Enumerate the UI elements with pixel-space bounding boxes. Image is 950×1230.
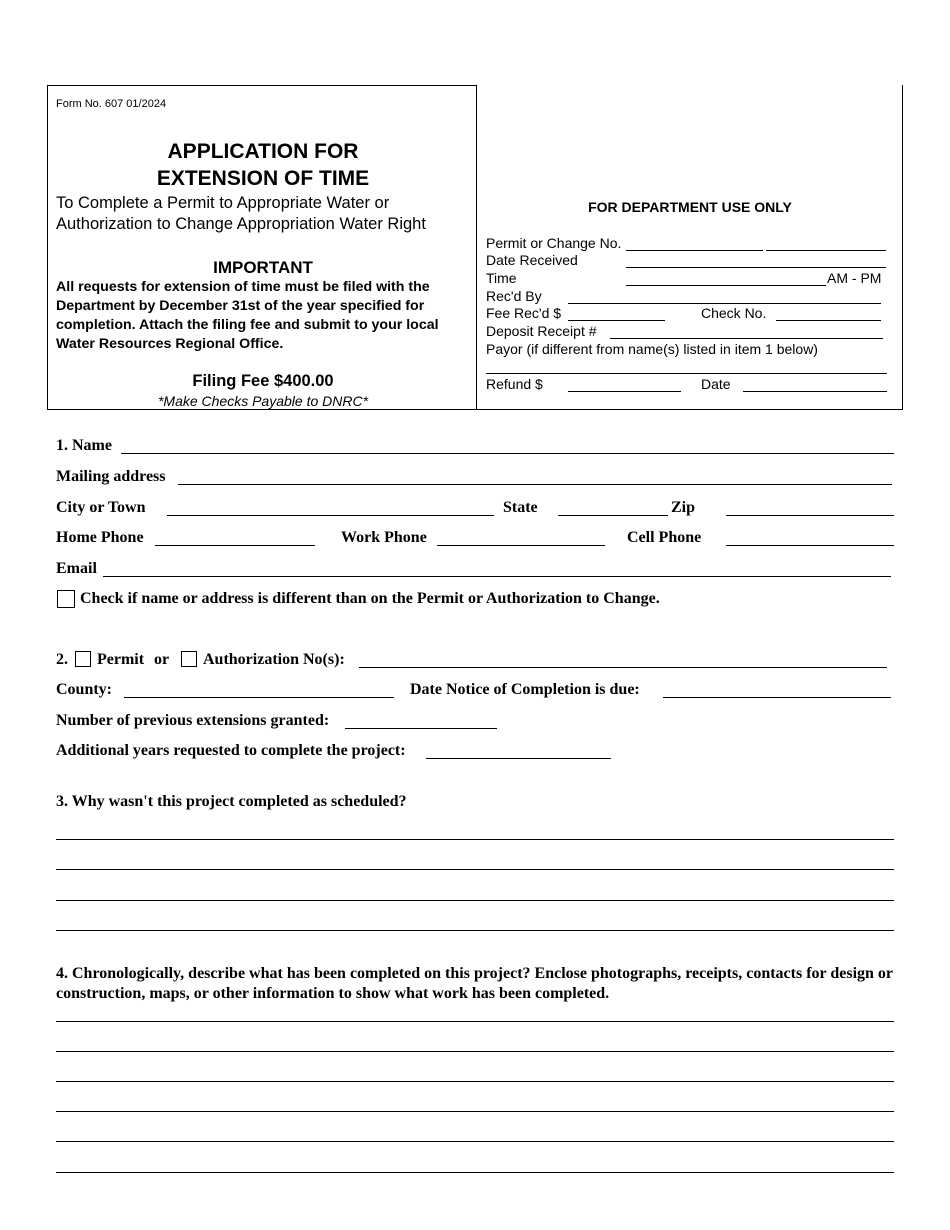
state-label: State [503, 499, 538, 516]
section-4-answer-line-1[interactable] [56, 1021, 894, 1022]
section-3-answer-line-4[interactable] [56, 930, 894, 931]
zip-label: Zip [671, 499, 696, 516]
authorization-checkbox[interactable] [181, 651, 197, 667]
work-phone-label: Work Phone [341, 529, 427, 546]
refund-date-line [743, 391, 887, 392]
form-title-line-1: APPLICATION FOR [167, 140, 359, 163]
different-address-checkbox[interactable] [57, 590, 75, 608]
deposit-receipt-label: Deposit Receipt # [486, 323, 597, 339]
permit-or-change-label: Permit or Change No. [486, 235, 622, 251]
zip-field[interactable] [726, 515, 894, 516]
form-subtitle-line-1: To Complete a Permit to Appropriate Water or [56, 194, 390, 212]
fee-recd-line [568, 320, 665, 321]
city-field[interactable] [167, 515, 494, 516]
department-use-box [477, 85, 903, 410]
email-field[interactable] [103, 576, 891, 577]
notice-due-field[interactable] [663, 697, 891, 698]
filing-fee: Filing Fee $400.00 [192, 372, 334, 390]
cell-phone-field[interactable] [726, 545, 894, 546]
city-label: City or Town [56, 499, 146, 516]
department-use-title: FOR DEPARTMENT USE ONLY [588, 199, 792, 215]
email-label: Email [56, 560, 97, 577]
county-label: County: [56, 681, 113, 698]
form-subtitle-line-2: Authorization to Change Appropriation Water Right [56, 215, 426, 233]
deposit-receipt-line [610, 338, 883, 339]
check-no-label: Check No. [701, 305, 767, 321]
refund-line [568, 391, 681, 392]
form-header [47, 85, 477, 410]
refund-label: Refund $ [486, 376, 543, 392]
date-received-line [626, 267, 886, 268]
permit-checkbox[interactable] [75, 651, 91, 667]
cell-phone-label: Cell Phone [627, 529, 702, 546]
work-phone-field[interactable] [437, 545, 605, 546]
section-4-answer-line-4[interactable] [56, 1111, 894, 1112]
notice-due-label: Date Notice of Completion is due: [410, 681, 640, 698]
section-3-answer-line-2[interactable] [56, 869, 894, 870]
home-phone-field[interactable] [155, 545, 315, 546]
section-3-answer-line-1[interactable] [56, 839, 894, 840]
form-title-line-2: EXTENSION OF TIME [156, 167, 370, 190]
section-2-number: 2. [56, 651, 68, 668]
payor-line [486, 373, 887, 374]
am-pm-label: AM - PM [827, 270, 882, 286]
date-received-label: Date Received [486, 252, 578, 268]
section-4-question: 4. Chronologically, describe what has been completed on this project? Enclose photographs, receipts, contacts for design or construction, maps, or other information to show what work has been completed. [56, 965, 893, 1002]
permit-label: Permit [97, 651, 145, 668]
important-heading: IMPORTANT [213, 258, 313, 277]
section-4-answer-line-2[interactable] [56, 1051, 894, 1052]
authorization-label: Authorization No(s): [203, 651, 345, 668]
form-number: Form No. 607 01/2024 [56, 98, 167, 110]
payor-label: Payor (if different from name(s) listed in item 1 below) [486, 341, 818, 357]
section-4-answer-line-5[interactable] [56, 1141, 894, 1142]
permit-or-change-line-2 [766, 250, 886, 251]
section-4-answer-line-6[interactable] [56, 1172, 894, 1173]
state-field[interactable] [558, 515, 668, 516]
checks-payable-note: *Make Checks Payable to DNRC* [157, 393, 369, 409]
time-line [626, 285, 826, 286]
previous-extensions-label: Number of previous extensions granted: [56, 712, 330, 729]
section-4-answer-line-3[interactable] [56, 1081, 894, 1082]
permit-or-change-line [626, 250, 763, 251]
mailing-address-label: Mailing address [56, 468, 166, 485]
different-address-label: Check if name or address is different than on the Permit or Authorization to Change. [80, 590, 660, 607]
section-3-question: 3. Why wasn't this project completed as scheduled? [56, 793, 407, 810]
authorization-number-field[interactable] [359, 667, 887, 668]
recd-by-label: Rec'd By [486, 288, 542, 304]
county-field[interactable] [124, 697, 394, 698]
additional-years-field[interactable] [426, 758, 611, 759]
previous-extensions-field[interactable] [345, 728, 497, 729]
time-label: Time [486, 270, 517, 286]
important-notice: All requests for extension of time must be filed with the Department by December 31st of the year specified for completion. Attach the filing fee and submit to your local Water Resources Regional Office. [56, 279, 439, 352]
name-field[interactable] [121, 453, 894, 454]
or-label: or [154, 651, 170, 668]
name-label: 1. Name [56, 437, 112, 454]
home-phone-label: Home Phone [56, 529, 144, 546]
fee-recd-label: Fee Rec'd $ [486, 305, 562, 321]
additional-years-label: Additional years requested to complete the project: [56, 742, 406, 759]
check-no-line [776, 320, 881, 321]
refund-date-label: Date [701, 376, 731, 392]
mailing-address-field[interactable] [178, 484, 892, 485]
recd-by-line [568, 303, 881, 304]
section-3-answer-line-3[interactable] [56, 900, 894, 901]
